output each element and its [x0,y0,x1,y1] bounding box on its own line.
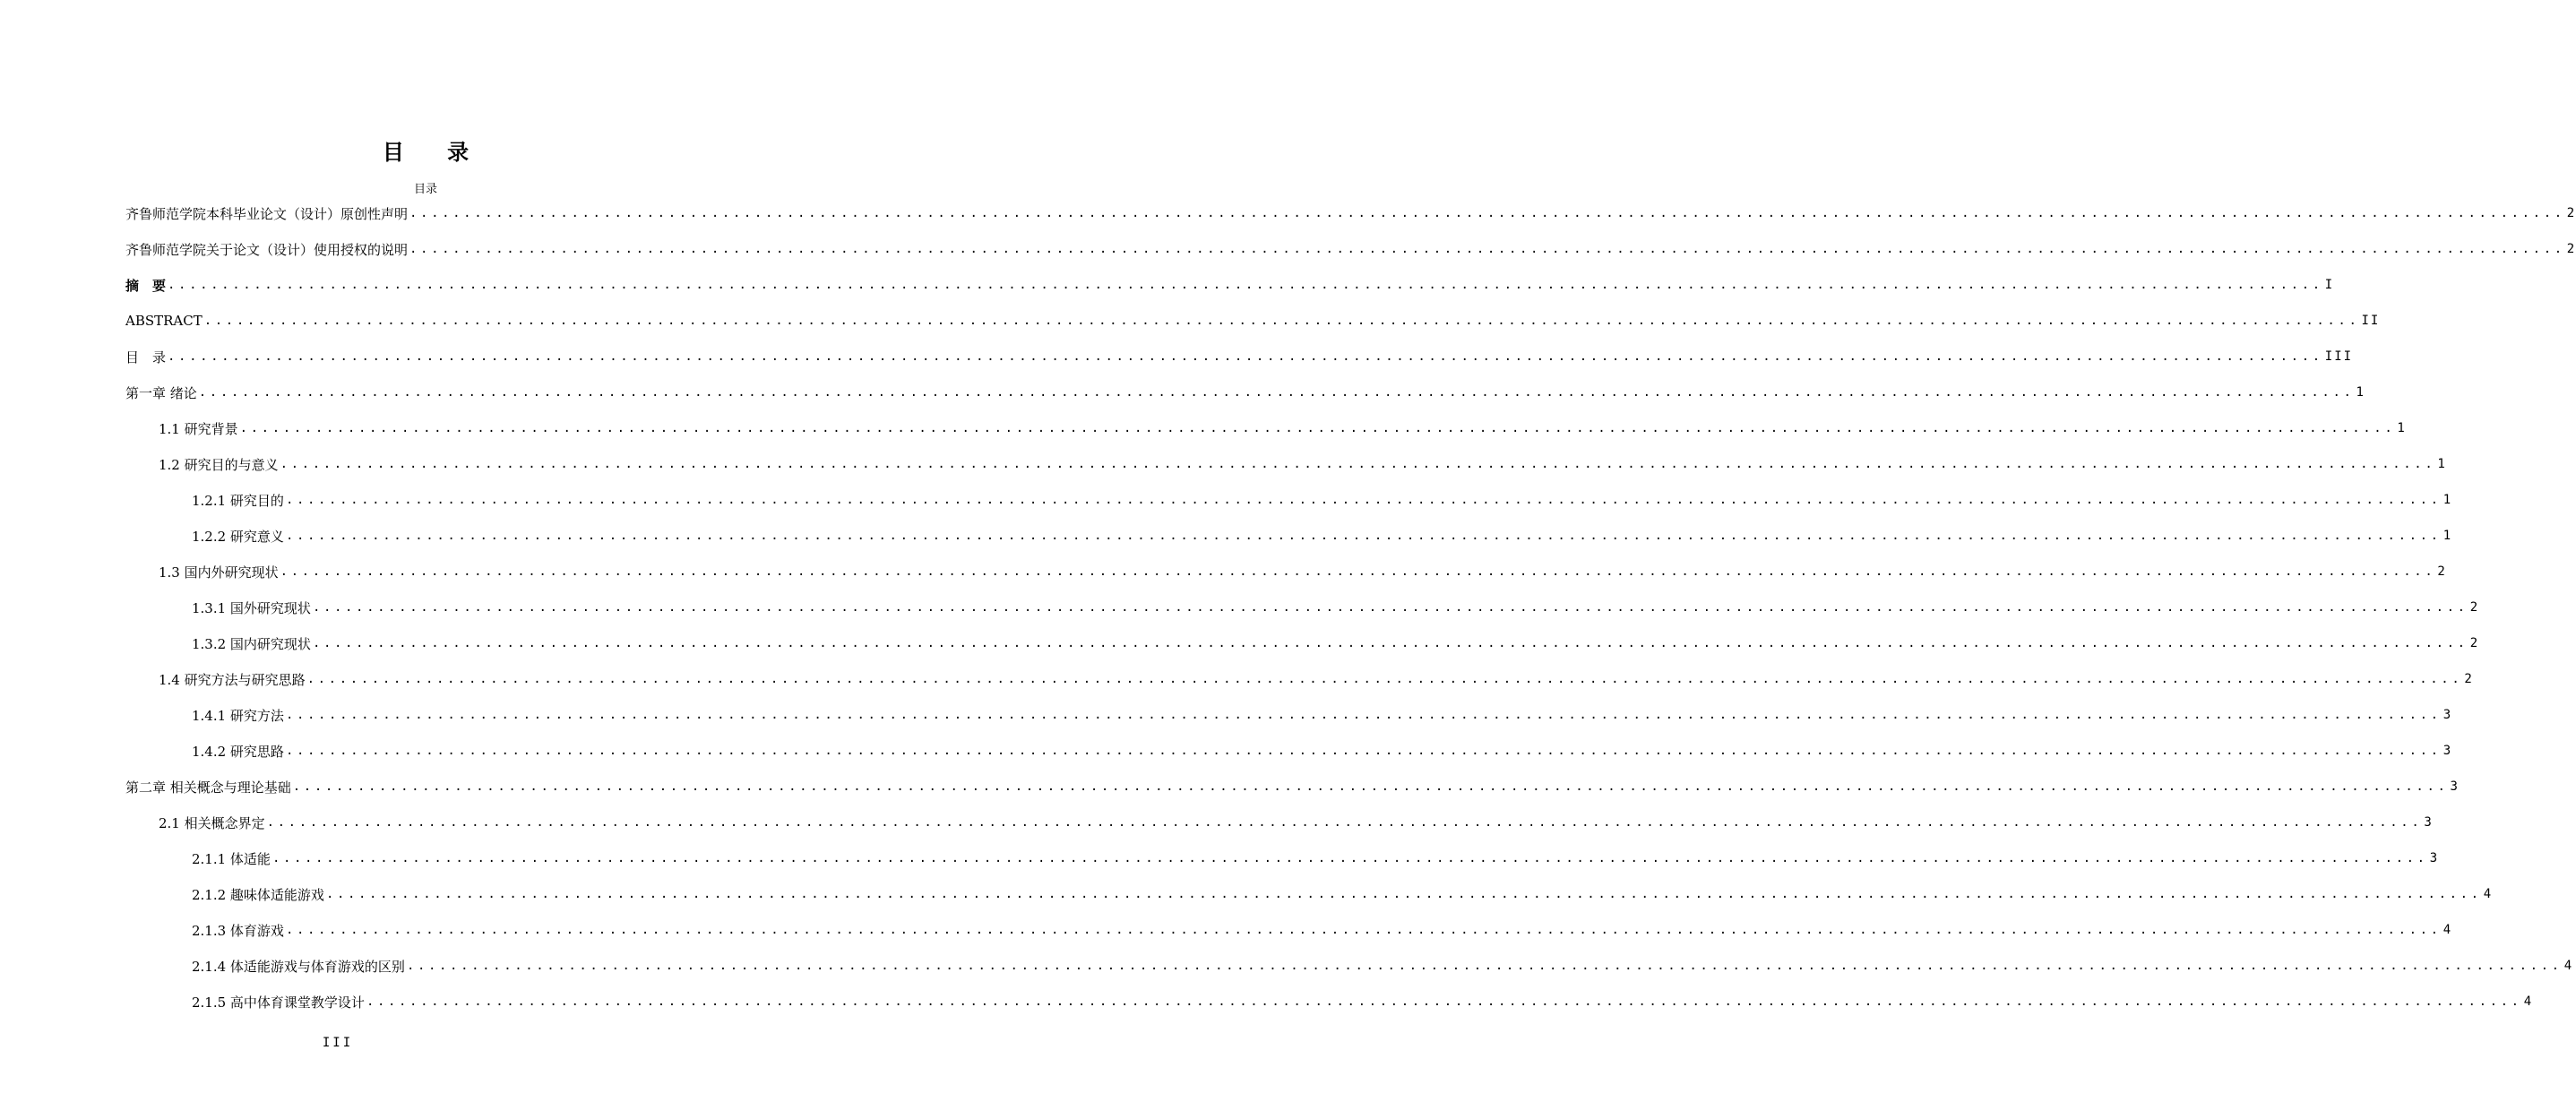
toc-entry[interactable] [125,410,2407,446]
toc-entry[interactable] [125,554,2447,590]
toc-entry-page-number: 4 [2563,959,2574,973]
toc-entry-title: 1.1 研究背景 [159,420,238,437]
toc-dot-leader: ........................................................................................................................................................................................................ [280,564,2436,579]
toc-entry-page-number: I [2324,278,2335,292]
toc-entry-page-number: 2 [2566,242,2576,256]
toc-entry-title: 1.3.1 国外研究现状 [192,599,311,616]
toc-dot-leader: ........................................................................................................................................................................................................ [285,529,2442,543]
toc-entry[interactable] [125,661,2474,697]
toc-entry-title: 1.4.2 研究思路 [192,743,284,760]
toc-entry-title: 1.3 国内外研究现状 [159,564,279,581]
toc-entry-page-number: 4 [2442,923,2453,937]
toc-entry-page-number: 1 [2356,385,2365,400]
toc-entry-page-number: II [2361,314,2381,328]
toc-entry-title: 第二章 相关概念与理论基础 [125,779,291,796]
toc-dot-leader: ........................................................................................................................................................................................................ [409,242,2565,256]
toc-entry[interactable] [125,948,2574,984]
toc-entry-title: 摘 要 [125,277,167,294]
toc-entry-page-number: 1 [2442,493,2453,507]
toc-entry[interactable] [125,231,2576,267]
toc-dot-leader: ........................................................................................................................................................................................................ [285,744,2442,758]
table-of-contents [125,195,2576,1020]
toc-entry-title: 1.2.2 研究意义 [192,528,284,545]
toc-entry-title: 1.2 研究目的与意义 [159,456,279,473]
toc-entry-title: 1.3.2 国内研究现状 [192,635,311,652]
toc-entry[interactable] [125,303,2381,339]
toc-dot-leader: ........................................................................................................................................................................................................ [312,600,2468,615]
toc-dot-leader: ........................................................................................................................................................................................................ [168,278,2323,292]
page-number: III [322,1036,354,1050]
toc-dot-leader: ........................................................................................................................................................................................................ [239,421,2396,435]
toc-entry-page-number: 2 [2469,600,2480,615]
toc-entry-title: 第一章 绪论 [125,384,197,401]
toc-entry-page-number: 1 [2397,421,2407,435]
toc-dot-leader: ........................................................................................................................................................................................................ [271,851,2428,865]
toc-entry[interactable] [125,697,2453,733]
toc-dot-leader: ........................................................................................................................................................................................................ [198,385,2355,400]
toc-entry-title: 1.4 研究方法与研究思路 [159,671,306,688]
toc-dot-leader: ........................................................................................................................................................................................................ [285,708,2442,722]
toc-entry-page-number: 4 [2483,887,2494,901]
toc-dot-leader: ........................................................................................................................................................................................................ [285,923,2442,937]
toc-entry-page-number: 3 [2429,851,2440,865]
toc-dot-leader: ........................................................................................................................................................................................................ [312,636,2468,650]
toc-entry[interactable] [125,267,2335,303]
toc-entry-title: 2.1.3 体育游戏 [192,922,284,939]
toc-dot-leader: ........................................................................................................................................................................................................ [203,314,2360,328]
toc-entry-title: 2.1.5 高中体育课堂教学设计 [192,994,365,1011]
page-subtitle: 目录 [413,183,437,196]
toc-entry-title: 2.1.2 趣味体适能游戏 [192,886,324,903]
toc-entry[interactable] [125,446,2447,482]
toc-dot-leader: ........................................................................................................................................................................................................ [266,815,2423,830]
toc-entry[interactable] [125,912,2453,948]
toc-entry[interactable] [125,769,2460,805]
toc-entry-page-number: 4 [2523,994,2534,1009]
toc-dot-leader: ........................................................................................................................................................................................................ [325,887,2482,901]
toc-entry[interactable] [125,195,2576,231]
toc-entry-page-number: 2 [2469,636,2480,650]
toc-entry[interactable] [125,482,2453,518]
toc-entry-page-number: 3 [2450,779,2460,794]
toc-entry[interactable] [125,339,2354,375]
toc-entry-page-number: 1 [2437,457,2447,471]
toc-entry-page-number: 3 [2424,815,2434,830]
toc-entry[interactable] [125,625,2480,661]
toc-entry-page-number: 1 [2442,529,2453,543]
toc-entry-title: 齐鲁师范学院本科毕业论文（设计）原创性声明 [125,205,409,222]
toc-entry[interactable] [125,876,2494,912]
toc-entry-title: 2.1.1 体适能 [192,850,271,867]
toc-dot-leader: ........................................................................................................................................................................................................ [306,672,2463,686]
toc-entry-title: 2.1 相关概念界定 [159,814,265,831]
toc-dot-leader: ........................................................................................................................................................................................................ [168,349,2323,364]
toc-entry[interactable] [125,375,2365,410]
toc-entry-page-number: 2 [2464,672,2474,686]
toc-dot-leader: ........................................................................................................................................................................................................ [366,994,2522,1009]
toc-entry[interactable] [125,984,2534,1020]
toc-dot-leader: ........................................................................................................................................................................................................ [285,493,2442,507]
toc-entry-title: 目 录 [125,349,167,366]
toc-entry-title: 1.2.1 研究目的 [192,492,284,509]
toc-dot-leader: ........................................................................................................................................................................................................ [406,959,2563,973]
toc-entry-page-number: III [2324,349,2354,364]
toc-dot-leader: ........................................................................................................................................................................................................ [280,457,2436,471]
toc-entry[interactable] [125,840,2440,876]
toc-entry-title: 2.1.4 体适能游戏与体育游戏的区别 [192,958,405,975]
toc-entry-page-number: 3 [2442,744,2453,758]
toc-entry-title: ABSTRACT [125,313,202,329]
toc-dot-leader: ........................................................................................................................................................................................................ [409,206,2565,220]
toc-dot-leader: ........................................................................................................................................................................................................ [292,779,2449,794]
toc-entry-page-number: 2 [2566,206,2576,220]
toc-entry-page-number: 3 [2442,708,2453,722]
toc-entry-title: 1.4.1 研究方法 [192,707,284,724]
toc-entry-title: 齐鲁师范学院关于论文（设计）使用授权的说明 [125,241,409,258]
toc-entry[interactable] [125,805,2434,840]
toc-entry[interactable] [125,518,2453,554]
toc-entry[interactable] [125,733,2453,769]
page-title: 目 录 [382,140,487,165]
toc-entry[interactable] [125,590,2480,625]
toc-entry-page-number: 2 [2437,564,2447,579]
